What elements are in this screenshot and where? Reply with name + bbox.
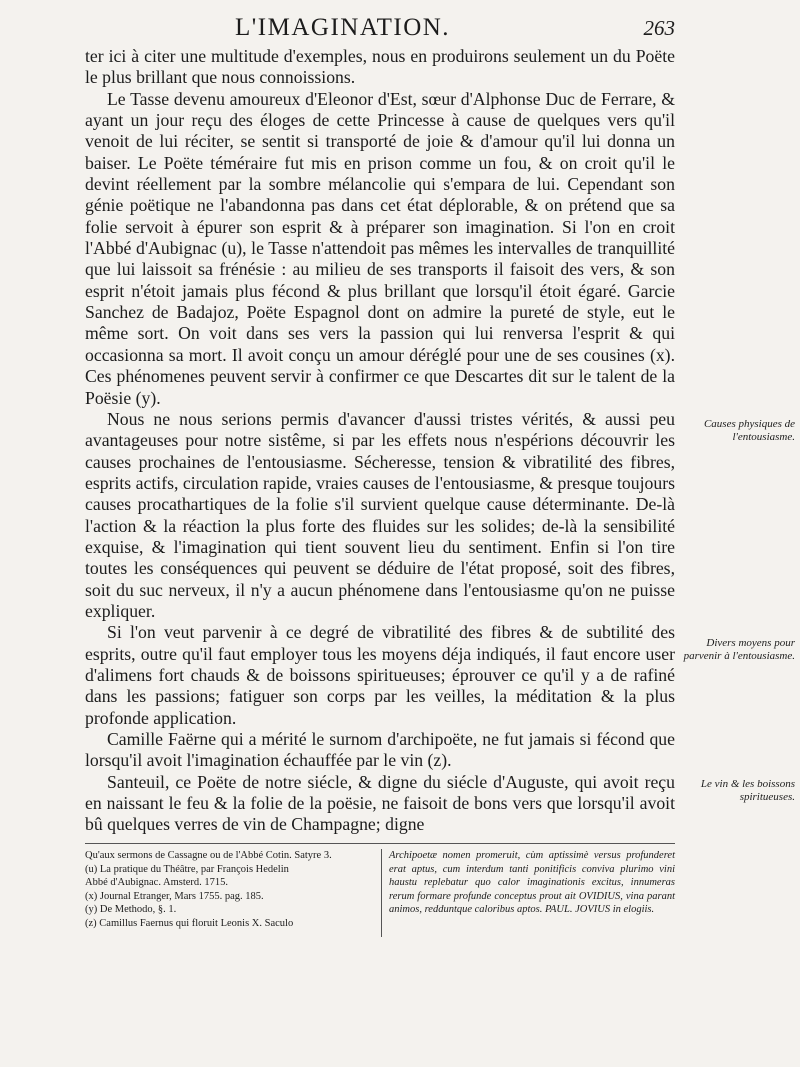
footnote-line: (z) Camillus Faernus qui floruit Leonis X. Saculo xyxy=(85,917,294,929)
body-paragraph: Si l'on veut parvenir à ce degré de vibratilité des fibres & de subtilité des esprits, outre qu'il faut employer tous les moyens déja indiqués, il faut encore user d'alimens fort chauds & de boissons spiritueuses; éprouver ce qu'il y a de rafiné dans les passions; fatiguer son corps par les veilles, la méditation & la plus profonde application. xyxy=(85,622,675,728)
footnote-line: (x) Journal Etranger, Mars 1755. pag. 185. xyxy=(85,890,264,902)
main-text xyxy=(85,46,675,846)
body-paragraph: Camille Faërne qui a mérité le surnom d'archipoëte, ne fut jamais si fécond que lorsqu'il avoit l'imagination échauffée par le vin (z). xyxy=(85,729,675,771)
page-header xyxy=(85,14,675,48)
running-title: L'IMAGINATION. xyxy=(235,14,451,41)
footnotes-left-column xyxy=(85,849,375,930)
margin-note: Le vin & les boissons spiritueuses. xyxy=(700,778,795,803)
footnote-rule xyxy=(85,843,675,844)
footnotes-right-column: Archipoetæ nomen promeruit, cùm aptissimè versus profunderet erat aptus, cum interdum tanti ponitificis conviva plurimo vini haustu replebatur quo calor imaginationis excitus, innumeras rerum formare profunde conceptus prout ait OVIDIUS, vina parant animos, redduntque caloribus aptos. PAUL. JOVIUS in elogiis. xyxy=(389,850,675,915)
page-number: 263 xyxy=(643,16,675,40)
body-paragraph: Le Tasse devenu amoureux d'Eleonor d'Est, sœur d'Alphonse Duc de Ferrare, & ayant un jour reçu des éloges de cette Princesse à cause de quelques vers qu'il venoit de lui réciter, se sentit si transporté de joie & d'amour qu'il lui donna un baiser. Le Poëte téméraire fut mis en prison comme un fou, & on croit qu'il le devint réellement par la sombre mélancolie qui s'empara de lui. Cependant son génie poëtique ne l'abandonna pas dans cet état déplorable, & on prétend que sa folie servoit à épurer son esprit & à préparer son imagination. Si l'on en croit l'Abbé d'Aubignac (u), le Tasse n'attendoit pas mêmes les intervalles de tranquillité que lui laissoit sa frénésie : au milieu de ses transports il faisoit des vers, & son esprit n'étoit jamais plus fécond & plus brillant que lorsqu'il étoit égaré. Garcie Sanchez de Badajoz, Poëte Espagnol dont on admire la pureté de style, eut le même sort. On voit dans ses vers la passion qui lui renversa l'esprit & qui occasionna sa mort. Il avoit conçu un amour déréglé pour une de ses cousines (x). Ces phénomenes peuvent servir à confirmer ce que Descartes dit sur le talent de la Poësie (y). xyxy=(85,88,675,408)
footnote-line: Qu'aux sermons de Cassagne ou de l'Abbé Cotin. Satyre 3. xyxy=(85,850,332,861)
margin-note: Causes physiques de l'entousiasme. xyxy=(703,418,795,443)
footnote-line: (u) La pratique du Théâtre, par François Hedelin xyxy=(85,863,289,875)
footnote-column-divider xyxy=(381,849,382,937)
body-paragraph: Santeuil, ce Poëte de notre siécle, & digne du siécle d'Auguste, qui avoit reçu en naissant le feu & la folie de la poësie, ne faisoit de bons vers que lorsqu'il avoit bû quelques verres de vin de Champagne; digne xyxy=(85,771,675,835)
footnote-line: Abbé d'Aubignac. Amsterd. 1715. xyxy=(85,877,229,888)
body-paragraph: Nous ne nous serions permis d'avancer d'aussi tristes vérités, & aussi peu avantageuses pour notre sistême, si par les effets nous n'espérions découvrir les causes prochaines de l'entousiasme. Sécheresse, tension & vibratilité des fibres, esprits actifs, circulation rapide, vraies causes de l'entousiasme, & presque toujours causes procathartiques de la folie s'il survient quelque cause déterminante. De-là l'action & la réaction la plus forte des fluides sur les solides; de-là la sensibilité exquise, & l'imagination qui tient souvent lieu du sentiment. Enfin si l'on tire toutes les conséquences qui peuvent se déduire de l'état proposé, soit des fibres, soit du suc nerveux, il n'y a aucun phénomene dans l'entousiasme qu'on ne puisse expliquer. xyxy=(85,408,675,621)
footnotes xyxy=(85,849,675,949)
body-paragraph: ter ici à citer une multitude d'exemples, nous en produirons seulement un du Poëte le plus brillant que nous connoissions. xyxy=(85,46,675,88)
margin-note: Divers moyens pour parvenir à l'entousiasme. xyxy=(683,637,795,662)
footnote-line: (y) De Methodo, §. 1. xyxy=(85,904,177,915)
